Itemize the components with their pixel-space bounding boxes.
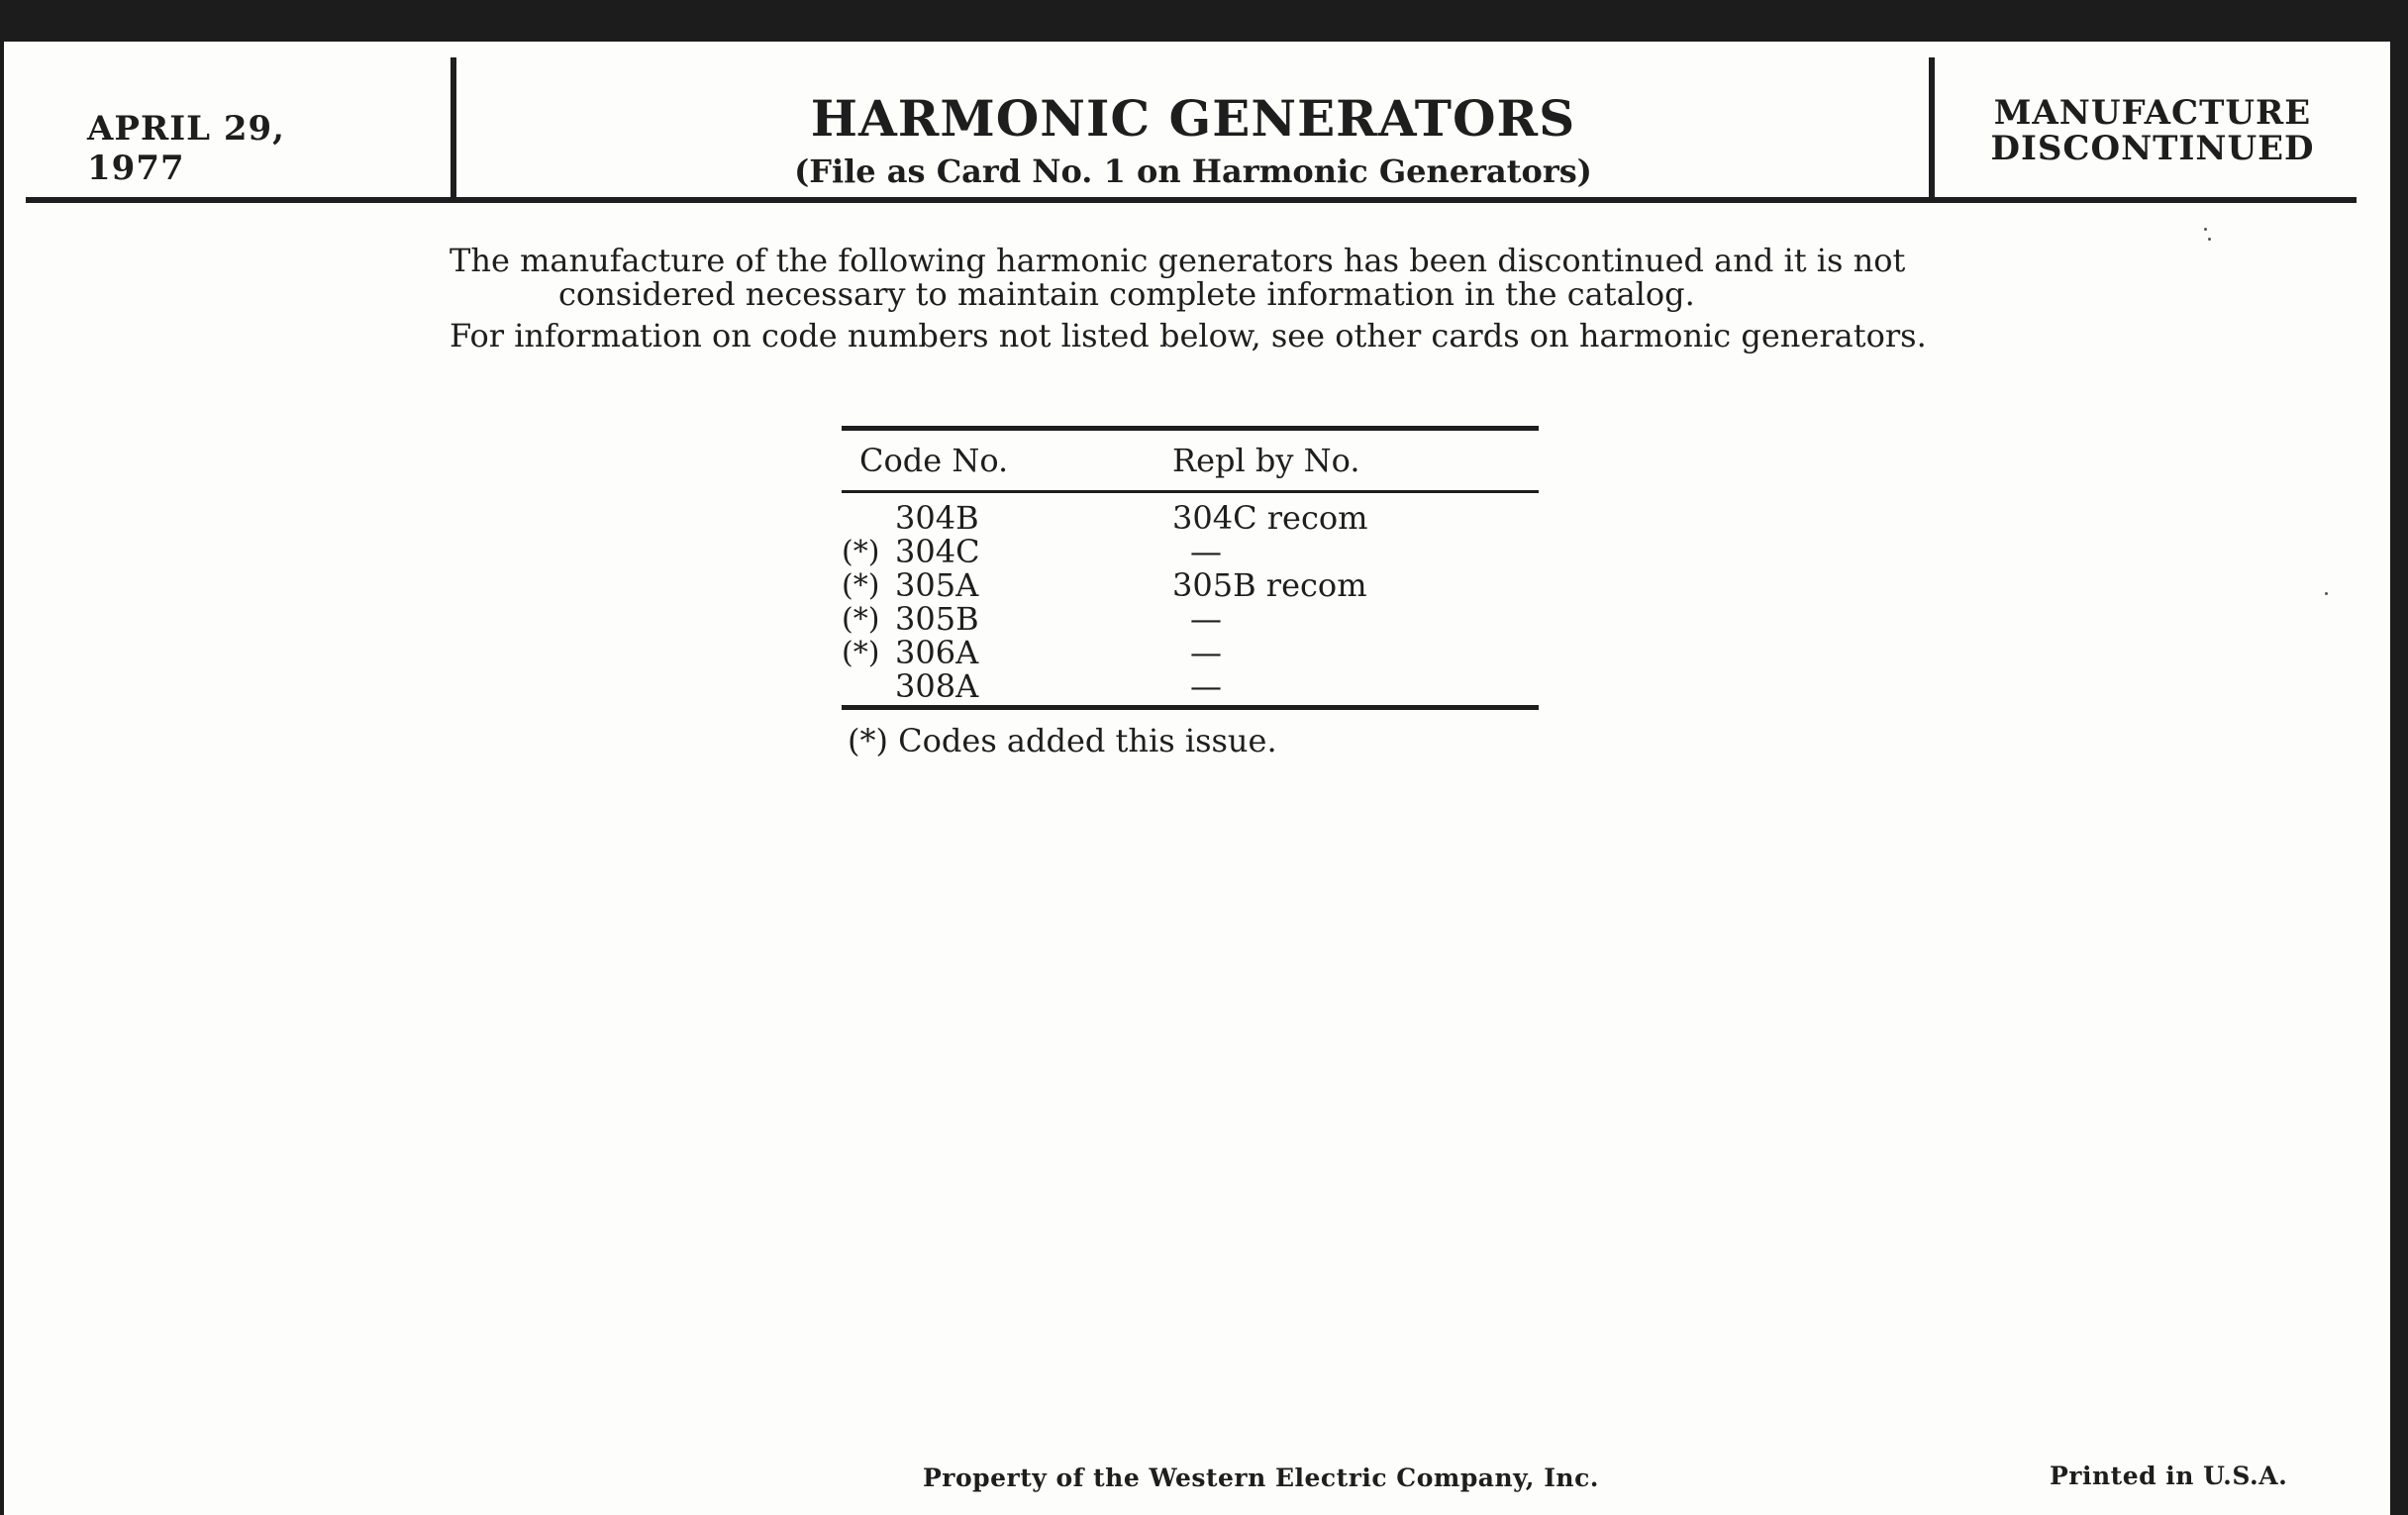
intro-line-3: For information on code numbers not listed below, see other cards on harmonic generators. — [450, 317, 1927, 354]
code-number: 308A — [895, 667, 979, 705]
printed-notice: Printed in U.S.A. — [2050, 1462, 2288, 1490]
table-row — [842, 636, 1539, 669]
table-bottom-rule — [842, 705, 1539, 710]
status-line-1: MANUFACTURE — [1993, 93, 2312, 133]
table-row — [842, 501, 1539, 535]
table-header — [842, 431, 1539, 490]
property-notice: Property of the Western Electric Company, Inc. — [923, 1464, 1600, 1492]
added-marker: (*) — [842, 534, 880, 569]
header-divider-left — [451, 57, 456, 198]
table-footnote: (*) Codes added this issue. — [848, 722, 1277, 759]
replacement: — — [1190, 667, 1222, 705]
added-marker: (*) — [842, 567, 880, 603]
code-number: 305A — [895, 566, 979, 604]
scan-speck — [2325, 592, 2328, 595]
issue-date: APRIL 29, 1977 — [87, 109, 286, 188]
replacement: — — [1190, 634, 1222, 671]
replacement: — — [1190, 600, 1222, 638]
header-code: Code No. — [859, 442, 1009, 479]
added-marker: (*) — [842, 601, 880, 637]
replacement: 304C recom — [1172, 499, 1368, 537]
code-number: 306A — [895, 634, 979, 671]
table-row — [842, 602, 1539, 636]
intro-paragraph — [450, 244, 1945, 311]
intro-text — [450, 244, 1945, 353]
replacement: 305B recom — [1172, 566, 1367, 604]
header-repl: Repl by No. — [1172, 442, 1360, 479]
page-title: HARMONIC GENERATORS — [810, 89, 1576, 148]
table-row — [842, 568, 1539, 602]
catalog-card — [4, 42, 2390, 1515]
table-row — [842, 535, 1539, 568]
status-label — [1974, 95, 2331, 166]
intro-line-1: The manufacture of the following harmonic generators has been discontinued and it is not — [450, 242, 1906, 279]
status-line-2: DISCONTINUED — [1990, 129, 2315, 168]
scan-speck — [2208, 238, 2211, 241]
header-divider-right — [1929, 57, 1935, 198]
code-number: 304C — [895, 533, 980, 570]
added-marker: (*) — [842, 635, 880, 670]
replacement: — — [1190, 533, 1222, 570]
code-table — [842, 426, 1539, 759]
code-number: 305B — [895, 600, 979, 638]
header-rule — [26, 197, 2357, 203]
scan-speck — [2204, 228, 2207, 231]
code-number: 304B — [895, 499, 979, 537]
filing-instruction: (File as Card No. 1 on Harmonic Generators) — [794, 152, 1592, 190]
table-body — [842, 493, 1539, 705]
table-row — [842, 669, 1539, 703]
intro-line-2: considered necessary to maintain complete information in the catalog. — [558, 275, 1695, 313]
